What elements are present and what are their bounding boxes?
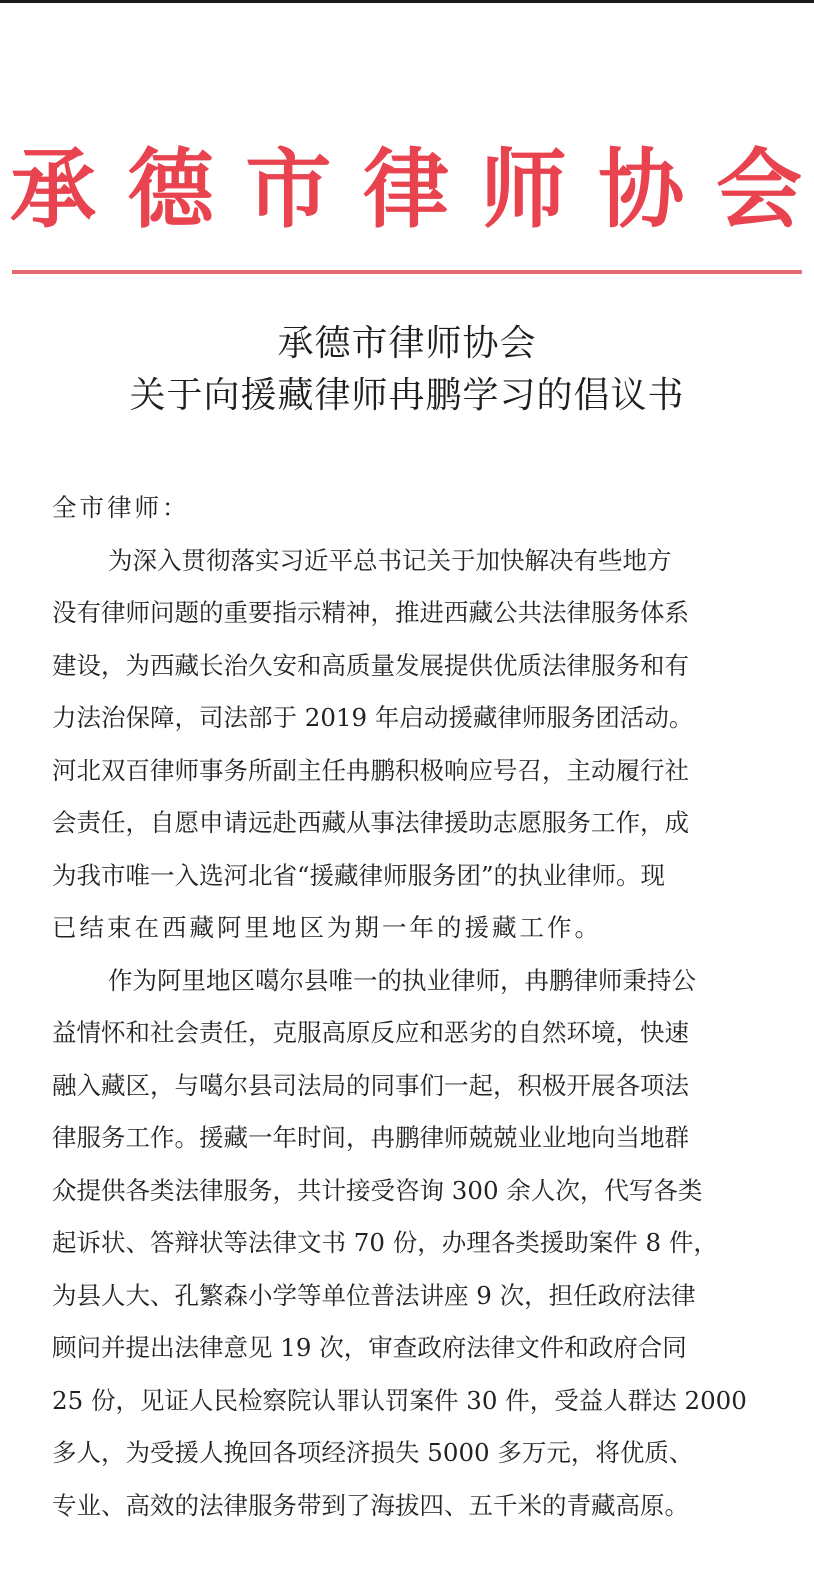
letterhead-red-rule: [12, 270, 802, 274]
document-title: [0, 318, 814, 422]
letterhead-char: 协: [598, 139, 685, 240]
top-border: [0, 0, 814, 3]
letterhead: [0, 140, 814, 240]
letterhead-char: 会: [715, 139, 802, 240]
paragraph-2-line: 专业、高效的法律服务带到了海拔四、五千米的青藏高原。: [52, 1490, 689, 1520]
paragraph-1-line: 会责任，自愿申请远赴西藏从事法律援助志愿服务工作，成: [52, 808, 689, 837]
paragraph-1-line: 为深入贯彻落实习近平总书记关于加快解决有些地方: [108, 545, 672, 575]
paragraph-2-line: 众提供各类法律服务，共计接受咨询 300 余人次，代写各类: [52, 1175, 703, 1205]
paragraph-1-line: 没有律师问题的重要指示精神，推进西藏公共法律服务体系: [52, 598, 689, 627]
paragraph-1-line: 河北双百律师事务所副主任冉鹏积极响应号召，主动履行社: [52, 755, 689, 785]
paragraph-2-line: 顾问并提出法律意见 19 次，审查政府法律文件和政府合同: [52, 1333, 687, 1362]
paragraph-2-line: 律服务工作。援藏一年时间，冉鹏律师兢兢业业地向当地群: [52, 1123, 689, 1152]
letterhead-char: 师: [480, 139, 567, 240]
paragraph-2-line: 融入藏区，与噶尔县司法局的同事们一起，积极开展各项法: [52, 1070, 689, 1100]
paragraph-2-line: 多人，为受援人挽回各项经济损失 5000 多万元，将优质、: [52, 1438, 694, 1467]
letterhead-char: 市: [245, 139, 332, 240]
document-body: [52, 486, 780, 1536]
paragraph-1-line: 已结束在西藏阿里地区为期一年的援藏工作。: [52, 913, 602, 942]
paragraph-1-line: 建设，为西藏长治久安和高质量发展提供优质法律服务和有: [52, 650, 689, 680]
paragraph-1-line: 力法治保障，司法部于 2019 年启动援藏律师服务团活动。: [52, 703, 694, 732]
paragraph-2-line: 25 份，见证人民检察院认罪认罚案件 30 件，受益人群达 2000: [52, 1385, 747, 1415]
paragraph-2-line: 为县人大、孔繁森小学等单位普法讲座 9 次，担任政府法律: [52, 1280, 696, 1310]
letterhead-char: 律: [362, 139, 449, 240]
letterhead-char: 德: [127, 139, 214, 240]
document-title-line2: 关于向援藏律师冉鹏学习的倡议书: [129, 375, 685, 416]
salutation: 全市律师：: [52, 493, 190, 522]
letterhead-char: 承: [10, 139, 96, 240]
paragraph-2-line: 起诉状、答辩状等法律文书 70 份，办理各类援助案件 8 件，: [52, 1228, 718, 1257]
paragraph-2-line: 作为阿里地区噶尔县唯一的执业律师，冉鹏律师秉持公: [108, 965, 696, 995]
document-title-line1: 承德市律师协会: [277, 323, 537, 364]
paragraph-1-line: 为我市唯一入选河北省“援藏律师服务团”的执业律师。现: [52, 860, 666, 890]
paragraph-2-line: 益情怀和社会责任，克服高原反应和恶劣的自然环境，快速: [52, 1018, 689, 1047]
